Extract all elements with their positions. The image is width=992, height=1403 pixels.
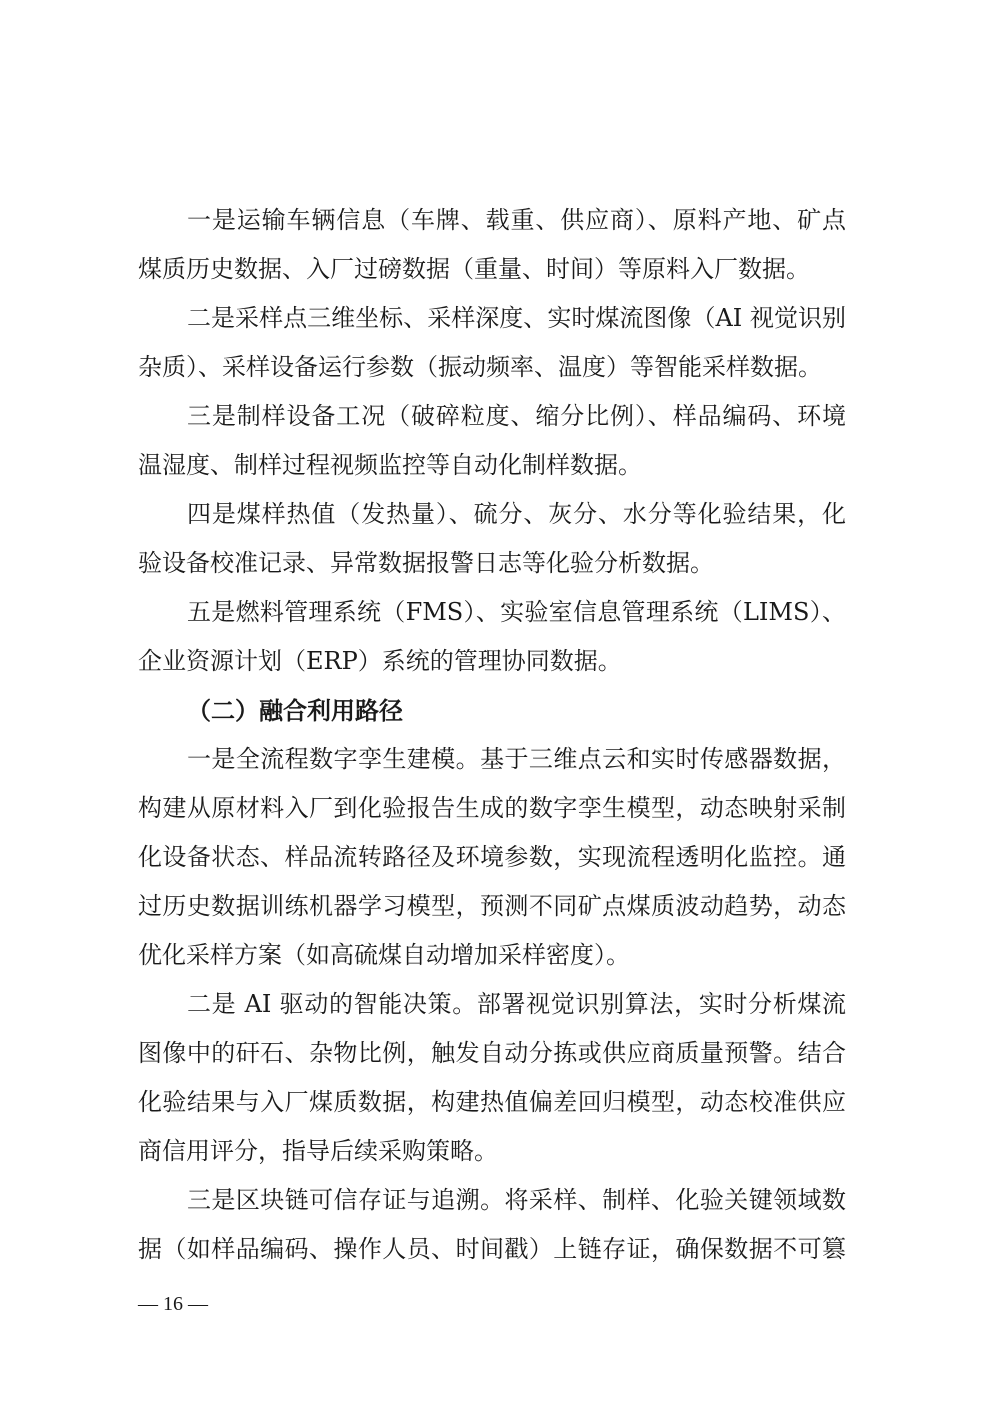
- paragraph-line: 据（如样品编码、操作人员、时间戳）上链存证，确保数据不可篡: [138, 1235, 846, 1263]
- paragraph-line: 图像中的矸石、杂物比例，触发自动分拣或供应商质量预警。结合: [138, 1039, 846, 1067]
- paragraph-line: 企业资源计划（ERP）系统的管理协同数据。: [138, 647, 622, 675]
- paragraph-line: 四是煤样热值（发热量）、硫分、灰分、水分等化验结果，化: [187, 500, 846, 528]
- paragraph-line: 过历史数据训练机器学习模型，预测不同矿点煤质波动趋势，动态: [138, 892, 846, 920]
- paragraph-line: 二是 AI 驱动的智能决策。部署视觉识别算法，实时分析煤流: [187, 990, 846, 1018]
- paragraph-line: 二是采样点三维坐标、采样深度、实时煤流图像（AI 视觉识别: [187, 304, 846, 332]
- paragraph-line: 一是运输车辆信息（车牌、载重、供应商）、原料产地、矿点: [187, 206, 846, 234]
- paragraph-line: 构建从原材料入厂到化验报告生成的数字孪生模型，动态映射采制: [138, 794, 846, 822]
- paragraph-line: 验设备校准记录、异常数据报警日志等化验分析数据。: [138, 549, 714, 577]
- paragraph-line: 优化采样方案（如高硫煤自动增加采样密度）。: [138, 941, 630, 969]
- paragraph-line: 商信用评分，指导后续采购策略。: [138, 1137, 498, 1165]
- page-number: — 16 —: [138, 1293, 208, 1315]
- paragraph-line: 化验结果与入厂煤质数据，构建热值偏差回归模型，动态校准供应: [138, 1088, 846, 1116]
- paragraph-line: 三是区块链可信存证与追溯。将采样、制样、化验关键领域数: [187, 1186, 846, 1214]
- paragraph-line: 化设备状态、样品流转路径及环境参数，实现流程透明化监控。通: [138, 843, 846, 871]
- paragraph-line: 煤质历史数据、入厂过磅数据（重量、时间）等原料入厂数据。: [138, 255, 810, 283]
- section-heading: （二）融合利用路径: [187, 696, 403, 725]
- paragraph-line: 五是燃料管理系统（FMS）、实验室信息管理系统（LIMS）、: [187, 598, 846, 626]
- paragraph-line: 三是制样设备工况（破碎粒度、缩分比例）、样品编码、环境: [187, 402, 846, 430]
- paragraph-line: 杂质）、采样设备运行参数（振动频率、温度）等智能采样数据。: [138, 353, 822, 381]
- paragraph-line: 温湿度、制样过程视频监控等自动化制样数据。: [138, 451, 642, 479]
- paragraph-line: 一是全流程数字孪生建模。基于三维点云和实时传感器数据，: [187, 745, 846, 773]
